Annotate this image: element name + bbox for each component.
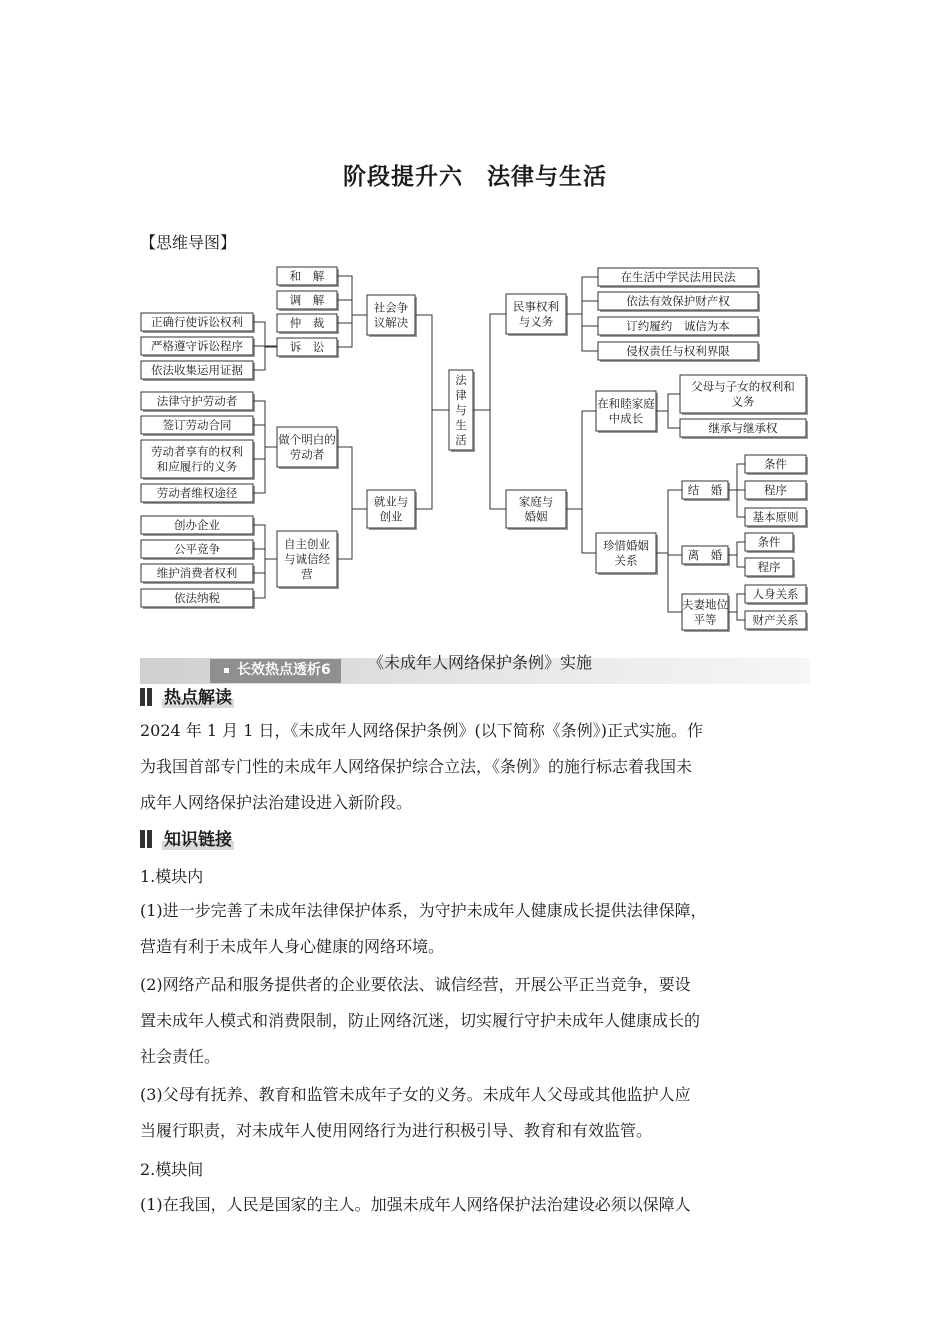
node-worker-item-3	[141, 484, 255, 504]
knowledge-paragraph-3: (3)父母有抚养、教育和监管未成年子女的义务。未成年人父母或其他监护人应 当履行职责，对未成年人使用网络行为进行积极引导、教育和有效监管。	[140, 1085, 691, 1140]
connector-line	[337, 447, 352, 559]
node-marriage-item-2-text: 基本原则	[752, 510, 799, 524]
node-spouse-equality	[682, 594, 730, 632]
connector-line	[490, 314, 506, 509]
node-cherish-marriage-text: 珍惜婚姻	[603, 538, 649, 553]
node-spouse-item-0	[745, 585, 808, 605]
connector-line	[737, 542, 745, 567]
node-spouse-item-1-text: 财产关系	[752, 613, 799, 627]
connector-line	[337, 276, 352, 347]
node-worker-item-0-text: 法律守护劳动者	[156, 394, 238, 408]
node-social-dispute-text: 议解决	[373, 315, 409, 330]
node-litigation-item-0	[141, 313, 255, 333]
node-dispute-method-1	[277, 291, 339, 311]
node-self-employment-text: 营	[301, 567, 313, 581]
node-litigation-item-2	[141, 361, 255, 381]
node-divorce-text: 离 婚	[687, 548, 723, 562]
node-self-employment	[277, 531, 339, 589]
node-inheritance-text: 继承与继承权	[708, 421, 778, 435]
node-social-dispute-text: 社会争	[373, 300, 409, 315]
node-marriage-item-0	[745, 455, 808, 475]
node-business-item-2-text: 维护消费者权利	[156, 566, 238, 580]
mind-map	[0, 0, 950, 640]
connector-line	[668, 394, 680, 428]
node-business-item-3-text: 依法纳税	[174, 591, 220, 605]
node-civil-item-3-text: 侵权责任与权利界限	[626, 344, 730, 358]
node-civil-item-0	[598, 268, 760, 288]
mindmap-section-label: 【思维导图】	[140, 233, 237, 252]
connector-line	[668, 490, 682, 612]
node-divorce-item-1-text: 程序	[757, 560, 781, 574]
node-self-employment-text: 与诚信经	[284, 552, 330, 566]
node-worker-item-2-text: 和应履行的义务	[156, 459, 238, 474]
node-worker-item-2-text: 劳动者享有的权利	[151, 444, 243, 459]
node-marriage	[682, 481, 730, 501]
node-harmonious-family	[596, 391, 658, 433]
hot-reading-paragraph: 2024 年 1 月 1 日，《未成年人网络保护条例》(以下简称《条例》)正式实施。作 为我国首部专门性的未成年人网络保护综合立法，《条例》的施行标志着我国未 成年人网络保护法治建设进入新阶段。	[140, 721, 703, 812]
node-litigation-item-2-text: 依法收集运用证据	[151, 363, 243, 377]
node-spouse-item-1	[745, 611, 808, 631]
node-civil-item-1-text: 依法有效保护财产权	[626, 294, 730, 308]
center-node-text: 律	[455, 388, 467, 402]
connector-line	[737, 594, 745, 620]
node-worker-item-3-text: 劳动者维权途径	[156, 486, 238, 500]
node-marriage-item-1	[745, 481, 808, 501]
hot-topic-label: 长效热点透析6	[210, 659, 341, 683]
node-dispute-method-3	[277, 338, 339, 358]
node-civil-item-2-text: 订约履约 诚信为本	[626, 319, 730, 333]
node-worker-item-0	[141, 392, 255, 412]
node-dispute-method-0	[277, 267, 339, 287]
node-parent-child-rights	[680, 375, 808, 415]
node-dispute-method-1-text: 调 解	[289, 293, 325, 307]
center-node-text: 活	[455, 433, 467, 447]
node-family-marriage-text: 婚姻	[524, 509, 548, 524]
node-civil-item-1	[598, 292, 760, 312]
node-self-employment-text: 自主创业	[284, 537, 330, 551]
node-business-item-0-text: 创办企业	[174, 518, 220, 532]
connector-line	[415, 315, 432, 509]
knowledge-heading: 知识链接	[140, 825, 234, 850]
center-node-text: 生	[455, 418, 467, 432]
node-parent-child-rights-text: 义务	[731, 394, 755, 409]
node-cherish-marriage	[596, 533, 658, 575]
node-worker-item-1	[141, 416, 255, 436]
node-dispute-method-0-text: 和 解	[289, 269, 325, 283]
bullet-icon	[224, 668, 229, 673]
node-inheritance	[680, 419, 808, 439]
node-employment	[367, 490, 417, 530]
node-dispute-method-2	[277, 314, 339, 334]
connector-line	[582, 411, 596, 553]
center-node-text: 与	[455, 403, 467, 417]
node-litigation-item-1-text: 严格遵守诉讼程序	[151, 339, 243, 353]
node-litigation-item-0-text: 正确行使诉讼权利	[151, 315, 243, 329]
node-worker-item-1-text: 签订劳动合同	[162, 418, 232, 432]
module-inner-heading: 1.模块内	[140, 867, 204, 886]
hot-reading-heading: 热点解读	[140, 683, 234, 708]
node-civil-rights-text: 与义务	[518, 314, 554, 329]
node-social-dispute	[367, 295, 417, 337]
node-dispute-method-2-text: 仲 裁	[289, 316, 325, 330]
heading-marker-icon	[140, 688, 156, 706]
node-divorce-item-0-text: 条件	[757, 535, 781, 549]
node-clear-worker	[277, 427, 339, 469]
node-business-item-2	[141, 564, 255, 584]
page-title: 阶段提升六 法律与生活	[343, 164, 607, 190]
node-employment-text: 创业	[379, 509, 403, 524]
node-spouse-equality-text: 夫妻地位	[682, 597, 728, 612]
node-family-marriage-text: 家庭与	[518, 494, 554, 509]
node-harmonious-family-text: 中成长	[608, 411, 644, 426]
node-marriage-text: 结 婚	[687, 483, 723, 497]
node-family-marriage	[506, 490, 568, 530]
knowledge-paragraph-1: (1)进一步完善了未成年法律保护体系，为守护未成年人健康成长提供法律保障， 营造有利于未成年人身心健康的网络环境。	[140, 901, 707, 956]
node-divorce	[682, 546, 730, 566]
node-clear-worker-text: 做个明白的	[278, 432, 336, 447]
node-employment-text: 就业与	[373, 494, 409, 509]
center-node-text: 法	[455, 373, 467, 387]
node-cherish-marriage-text: 关系	[614, 553, 638, 568]
node-business-item-3	[141, 589, 255, 609]
node-marriage-item-1-text: 程序	[764, 483, 787, 497]
node-parent-child-rights-text: 父母与子女的权利和	[691, 379, 795, 394]
node-dispute-method-3-text: 诉 讼	[289, 340, 325, 354]
node-civil-rights-text: 民事权利	[513, 299, 559, 314]
node-spouse-item-0-text: 人身关系	[752, 587, 799, 601]
connector-line	[582, 277, 598, 351]
hot-topic-title: 《未成年人网络保护条例》实施	[368, 653, 593, 672]
node-civil-rights	[506, 294, 568, 336]
node-spouse-equality-text: 平等	[693, 612, 717, 627]
knowledge-paragraph-4: (1)在我国，人民是国家的主人。加强未成年人网络保护法治建设必须以保障人	[140, 1195, 691, 1214]
heading-marker-icon	[140, 830, 156, 848]
knowledge-paragraph-2: (2)网络产品和服务提供者的企业要依法、诚信经营，开展公平正当竞争，要设 置未成年人模式和消费限制，防止网络沉迷，切实履行守护未成年人健康成长的 社会责任。	[140, 975, 701, 1066]
node-civil-item-3	[598, 342, 760, 362]
node-business-item-1	[141, 540, 255, 560]
center-node	[449, 370, 475, 452]
node-worker-item-2	[141, 440, 255, 480]
module-between-heading: 2.模块间	[140, 1160, 204, 1179]
node-civil-item-0-text: 在生活中学民法用民法	[620, 270, 736, 284]
node-business-item-0	[141, 516, 255, 536]
node-divorce-item-1	[745, 558, 795, 578]
node-clear-worker-text: 劳动者	[289, 447, 325, 462]
node-marriage-item-0-text: 条件	[764, 457, 787, 471]
node-harmonious-family-text: 在和睦家庭	[597, 396, 655, 411]
node-business-item-1-text: 公平竞争	[174, 542, 220, 556]
node-marriage-item-2	[745, 508, 808, 528]
node-divorce-item-0	[745, 533, 795, 553]
node-civil-item-2	[598, 317, 760, 337]
node-litigation-item-1	[141, 337, 255, 357]
